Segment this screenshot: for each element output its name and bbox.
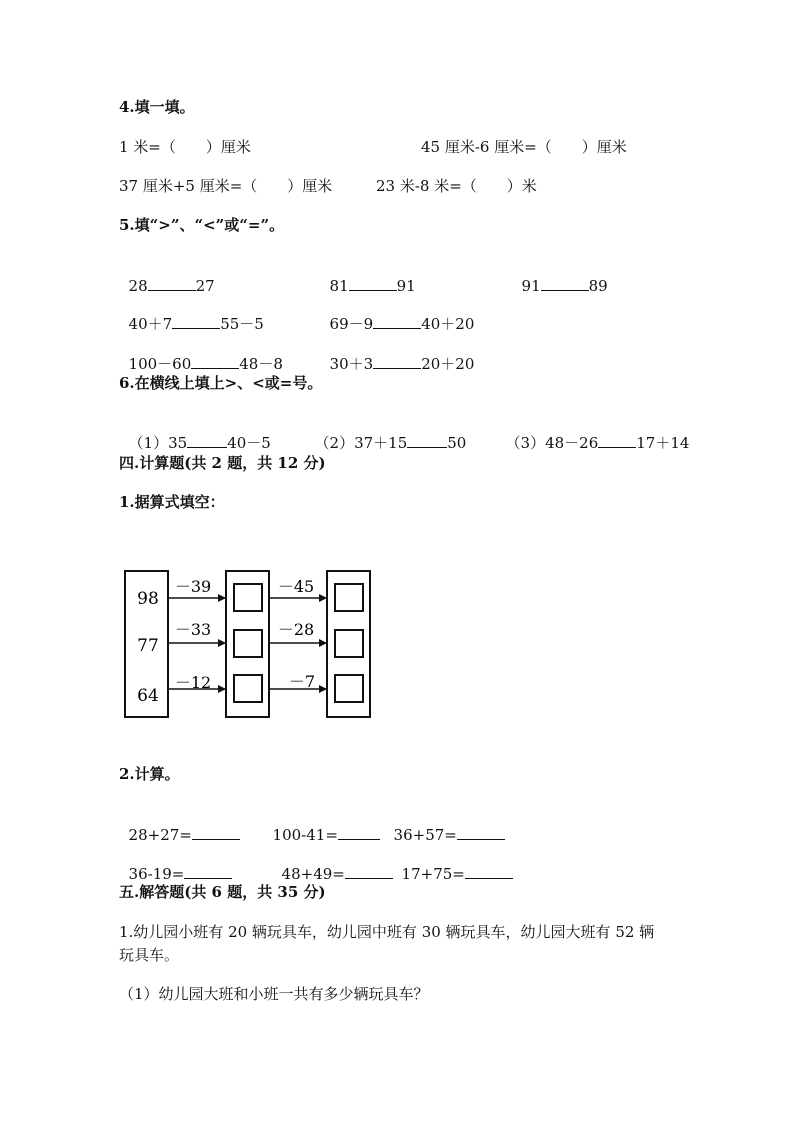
answer-blank[interactable] <box>148 276 196 291</box>
q4-item-3: 37 厘米+5 厘米=（ ）厘米 <box>119 177 333 195</box>
answer-blank[interactable] <box>373 314 421 329</box>
q5-compare-7: 30＋3 20＋20 <box>329 355 475 373</box>
q4-item-1: 1 米=（ ）厘米 <box>119 138 251 156</box>
word-problem-1-line-2: 玩具车。 <box>119 946 180 964</box>
word-problem-1-line-1: 1.幼儿园小班有 20 辆玩具车，幼儿园中班有 30 辆玩具车，幼儿园大班有 52 辆 <box>119 923 655 941</box>
section-4-heading: 四.计算题(共 2 题，共 12 分) <box>119 454 326 472</box>
q5-compare-3: 91 89 <box>521 277 608 295</box>
first-op-1: －39 <box>174 577 212 596</box>
answer-box[interactable] <box>234 584 262 611</box>
start-value-3: 64 <box>137 686 159 706</box>
q6-title: 6.在横线上填上>、<或=号。 <box>119 374 323 392</box>
answer-blank[interactable] <box>187 433 227 448</box>
answer-blank[interactable] <box>184 864 232 879</box>
q4-item-2: 45 厘米-6 厘米=（ ）厘米 <box>421 138 627 156</box>
q4-title: 4.填一填。 <box>119 98 195 116</box>
q5-compare-4: 40＋7 55－5 <box>128 315 264 333</box>
calc-q1-title: 1.据算式填空： <box>119 493 225 511</box>
q5-compare-6: 100－60 48－8 <box>128 355 283 373</box>
word-problem-1-sub-1: （1）幼儿园大班和小班一共有多少辆玩具车？ <box>119 985 429 1003</box>
answer-box[interactable] <box>335 584 363 611</box>
answer-blank[interactable] <box>407 433 447 448</box>
answer-blank[interactable] <box>172 314 220 329</box>
answer-blank[interactable] <box>457 825 505 840</box>
second-op-3: －7 <box>288 672 316 691</box>
answer-blank[interactable] <box>191 354 239 369</box>
answer-blank[interactable] <box>373 354 421 369</box>
calc-q2-title: 2.计算。 <box>119 765 180 783</box>
answer-blank[interactable] <box>541 276 589 291</box>
first-op-2: －33 <box>174 620 212 639</box>
answer-blank[interactable] <box>192 825 240 840</box>
start-value-2: 77 <box>137 636 159 656</box>
q6-item-1: （1）35 40－5 <box>128 434 271 452</box>
section-5-heading: 五.解答题(共 6 题，共 35 分) <box>119 883 326 901</box>
calc-item-6: 17+75= <box>392 844 513 884</box>
q5-title: 5.填“>”、“<”或“=”。 <box>119 216 285 234</box>
calc-item-4: 36-19= <box>119 844 232 884</box>
answer-blank[interactable] <box>345 864 393 879</box>
first-op-3: －12 <box>174 673 212 692</box>
answer-box[interactable] <box>335 630 363 657</box>
q6-item-2: （2）37＋15 50 <box>314 434 467 452</box>
calc-item-2: 100-41= <box>263 805 380 845</box>
second-op-1: －45 <box>277 577 315 596</box>
second-op-2: －28 <box>277 620 315 639</box>
q6-item-3: （3）48－26 17＋14 <box>505 434 690 452</box>
answer-box[interactable] <box>335 675 363 702</box>
answer-blank[interactable] <box>349 276 397 291</box>
start-value-1: 98 <box>137 589 159 609</box>
answer-box[interactable] <box>234 675 262 702</box>
q5-compare-1: 28 27 <box>128 277 215 295</box>
subtraction-flow-diagram <box>110 560 380 725</box>
answer-blank[interactable] <box>465 864 513 879</box>
q5-compare-5: 69－9 40＋20 <box>329 315 475 333</box>
answer-blank[interactable] <box>598 433 636 448</box>
q4-item-4: 23 米-8 米=（ ）米 <box>376 177 537 195</box>
calc-item-3: 36+57= <box>384 805 505 845</box>
answer-box[interactable] <box>234 630 262 657</box>
q5-compare-2: 81 91 <box>329 277 416 295</box>
calc-item-1: 28+27= <box>119 805 240 845</box>
calc-item-5: 48+49= <box>272 844 393 884</box>
answer-blank[interactable] <box>338 825 380 840</box>
